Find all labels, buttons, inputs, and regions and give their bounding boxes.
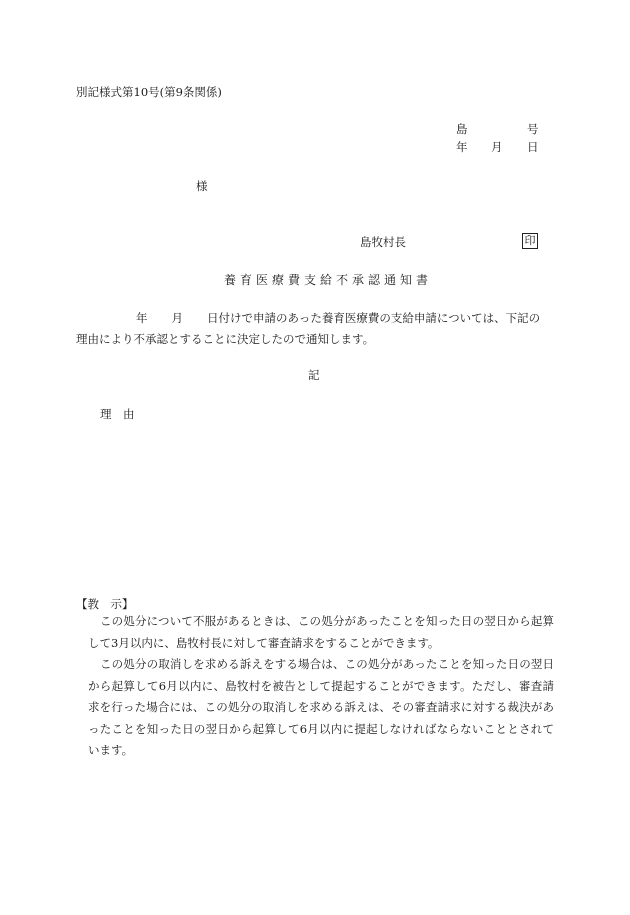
notice-paragraph-2: この処分の取消しを求める訴えをする場合は、この処分があったことを知った日の翌日から起算して6月以内に、島牧村を被告として提起することができます。ただし、審査請求を行った場合には、この処分の取消しを求める訴えは、その審査請求に対する裁決があったことを知った日の翌日から起算して6月以内に提起しなければならないこととされています。	[88, 657, 554, 757]
body-year: 年	[136, 311, 148, 325]
ki-heading: 記	[308, 368, 320, 382]
body-paragraph	[76, 308, 552, 350]
notice-body	[76, 611, 554, 762]
doc-number-suffix: 号	[527, 122, 539, 136]
body-line2: 理由により不承認とすることに決定したので通知します。	[76, 332, 375, 346]
notice-heading: 【教 示】	[76, 597, 134, 611]
document-title: 養育医療費支給不承認通知書	[224, 273, 433, 287]
body-month: 月	[171, 311, 183, 325]
date-year: 年	[456, 140, 468, 154]
doc-number-prefix: 島	[456, 122, 468, 136]
sender-title: 島牧村長	[360, 235, 406, 249]
form-number: 別記様式第10号(第9条関係)	[76, 85, 222, 99]
notice-paragraph-1: この処分について不服があるときは、この処分があったことを知った日の翌日から起算して3月以内に、島牧村長に対して審査請求をすることができます。	[88, 614, 554, 650]
seal-mark: 印	[522, 233, 538, 249]
date-month: 月	[491, 140, 503, 154]
reason-label: 理 由	[100, 407, 135, 421]
addressee-honorific: 様	[196, 179, 208, 193]
body-line1: 日付けで申請のあった養育医療費の支給申請については、下記の	[207, 311, 541, 325]
date-day: 日	[527, 140, 539, 154]
